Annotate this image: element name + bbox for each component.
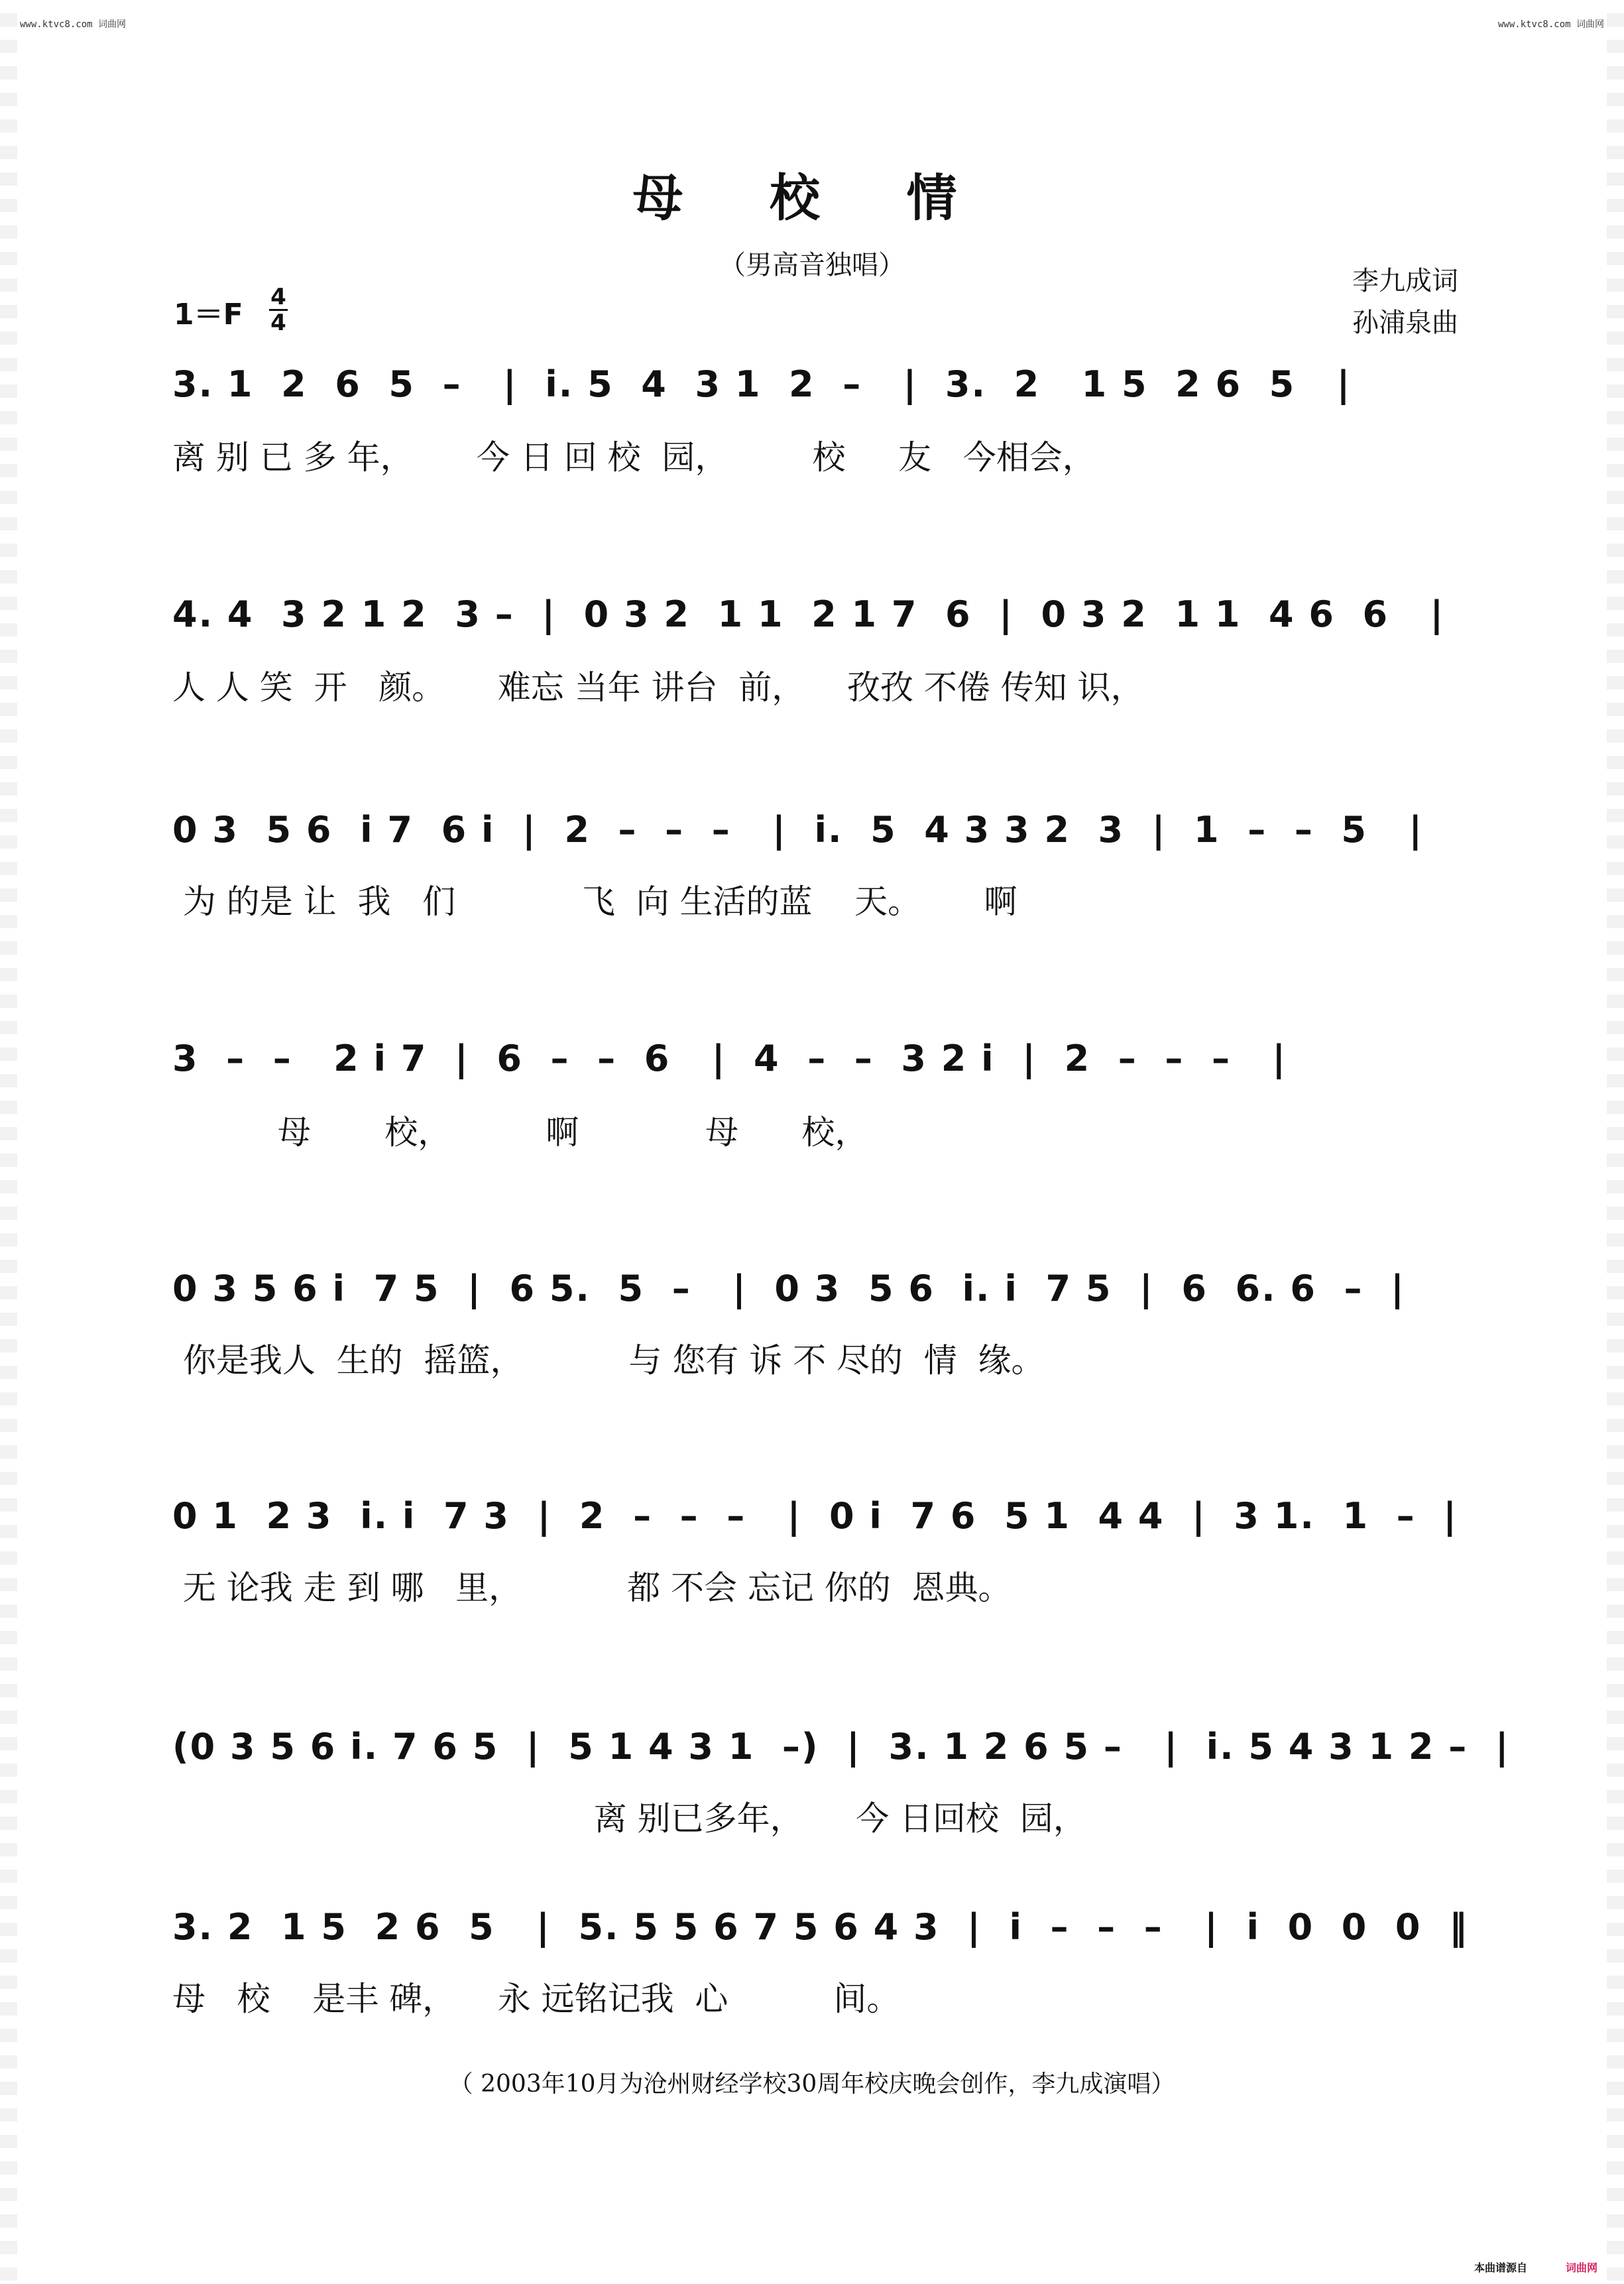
lyrics-line-5: 你是我人 生的 摇篮， 与 您有 诉 不 尽的 情 缘。 — [172, 1341, 1045, 1380]
lyrics-line-8: 母 校 是丰 碑， 永 远铭记我 心 间。 — [172, 1980, 900, 2018]
footer-brand: 词曲网 — [1565, 2261, 1597, 2274]
footer-source-label: 本曲谱源自 — [1474, 2261, 1527, 2274]
lyrics-line-1: 离 别 已 多 年， 今 日 回 校 园， 校 友 今相会， — [172, 438, 1096, 477]
time-signature-top: 4 — [270, 284, 286, 310]
notation-line-1: 3. 1 2 6 5 – | i. 5 4 3 1 2 – | 3. 2 1 5 2 6 5 | — [172, 363, 1352, 405]
left-margin-strip — [0, 0, 17, 2284]
notation-line-3: 0 3 5 6 i 7 6 i | 2 – – – | i. 5 4 3 3 2 3 | 1 – – 5 | — [172, 809, 1424, 851]
composer-credit: 孙浦泉曲 — [1352, 308, 1458, 338]
right-margin-strip — [1607, 0, 1624, 2284]
header-site-right: www.ktvc8.com 词曲网 — [1497, 19, 1604, 30]
notation-line-7: (0 3 5 6 i. 7 6 5 | 5 1 4 3 1 –) | 3. 1 2 6 5 – | i. 5 4 3 1 2 – | — [172, 1726, 1510, 1768]
lyrics-line-4: 母 校， 啊 母 校， — [172, 1113, 868, 1152]
composition-footnote: （ 2003年10月为沧州财经学校30周年校庆晚会创作，李九成演唱） — [449, 2071, 1175, 2098]
song-subtitle: （男高音独唱） — [719, 250, 905, 280]
notation-line-2: 4. 4 3 2 1 2 3 – | 0 3 2 1 1 2 1 7 6 | 0 3 2 1 1 4 6 6 | — [172, 593, 1445, 635]
notation-line-5: 0 3 5 6 i 7 5 | 6 5. 5 – | 0 3 5 6 i. i 7 5 | 6 6. 6 – | — [172, 1268, 1405, 1309]
key-signature: 1＝F — [174, 298, 243, 331]
time-signature-bottom: 4 — [270, 310, 286, 336]
notation-line-8: 3. 2 1 5 2 6 5 | 5. 5 5 6 7 5 6 4 3 | i – – – | i 0 0 0 ‖ — [172, 1906, 1469, 1948]
notation-line-4: 3 – – 2 i 7 | 6 – – 6 | 4 – – 3 2 i | 2 – – – | — [172, 1038, 1287, 1079]
lyrics-line-6: 无 论我 走 到 哪 里， 都 不会 忘记 你的 恩典。 — [172, 1569, 1012, 1607]
header-site-left: www.ktvc8.com 词曲网 — [20, 19, 127, 30]
song-title: 母 校 情 — [632, 168, 992, 227]
lyrics-line-3: 为 的是 让 我 们 飞 向 生活的蓝 天。 啊 — [172, 882, 1017, 921]
notation-line-6: 0 1 2 3 i. i 7 3 | 2 – – – | 0 i 7 6 5 1 4 4 | 3 1. 1 – | — [172, 1495, 1458, 1537]
time-signature — [269, 285, 288, 335]
lyrics-line-2: 人 人 笑 开 颜。 难忘 当年 讲台 前， 孜孜 不倦 传知 识， — [172, 668, 1144, 707]
lyricist-credit: 李九成词 — [1352, 266, 1458, 296]
lyrics-line-7: 离 别已多年， 今 日回校 园， — [172, 1799, 1086, 1838]
